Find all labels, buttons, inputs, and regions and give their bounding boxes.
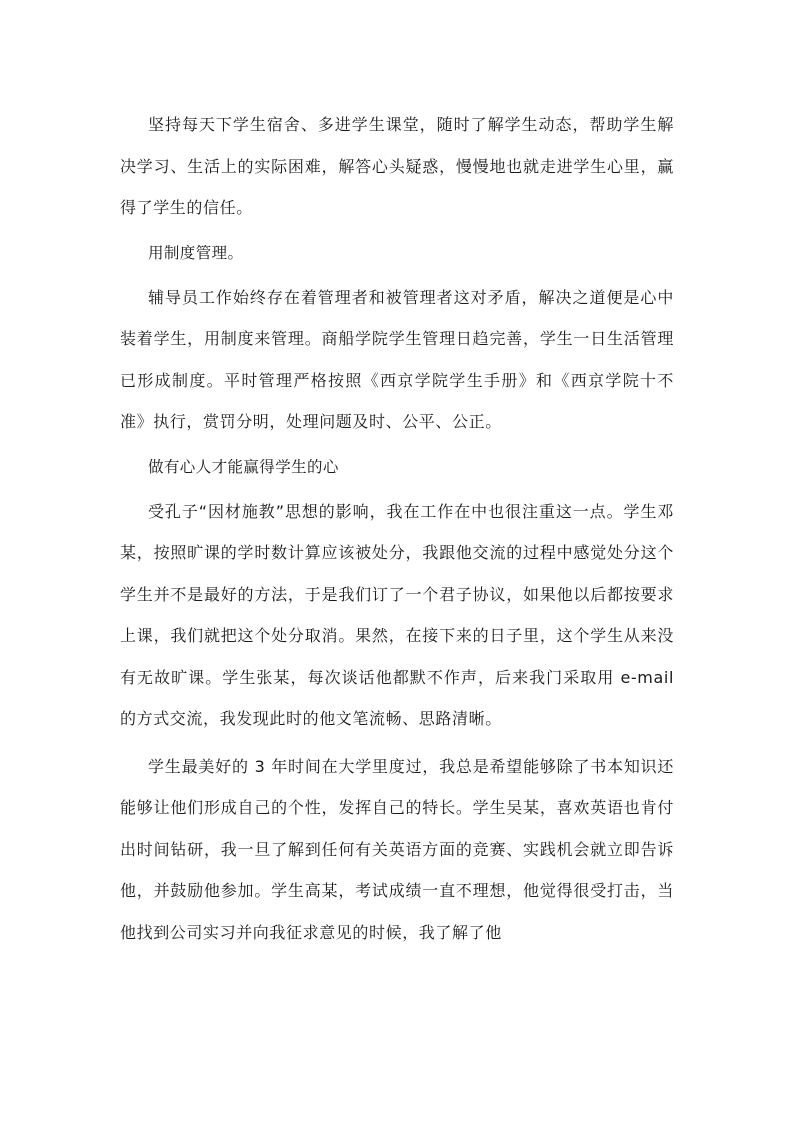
heading-manage-by-rules: 用制度管理。 — [148, 243, 244, 262]
heading-win-students-hearts: 做有心人才能赢得学生的心 — [148, 457, 339, 476]
paragraph-individual-teaching: 受孔子“因材施教”思想的影响，我在工作在中也很注重这一点。学生邓某，按照旷课的学时数计算应该被处分，我跟他交流的过程中感觉处分这个学生并不是最好的方法，于是我们订了一个君子协议，如果他以后都按要求上课，我们就把这个处分取消。果然，在接下来的日子里，这个学生从来没有无故旷课。学生张某，每次谈话他都默不作声，后来我门采取用 e-mail 的方式交流，我发现此时的他文笔流畅、思路清晰。 — [120, 501, 674, 728]
paragraph-rules-management: 辅导员工作始终存在着管理者和被管理者这对矛盾，解决之道便是心中装着学生，用制度来管理。商船学院学生管理日趋完善，学生一日生活管理已形成制度。平时管理严格按照《西京学院学生手册》和《西京学院十不准》执行，赏罚分明，处理问题及时、公平、公正。 — [120, 287, 674, 431]
paragraph-student-development: 学生最美好的 3 年时间在大学里度过，我总是希望能够除了书本知识还能够让他们形成自己的个性，发挥自己的特长。学生吴某，喜欢英语也肯付出时间钻研，我一旦了解到任何有关英语方面的竞赛、实践机会就立即告诉他，并鼓励他参加。学生高某，考试成绩一直不理想，他觉得很受打击，当他找到公司实习并向我征求意见的时候，我了解了他 — [120, 756, 674, 942]
paragraph-campus-visits: 坚持每天下学生宿舍、多进学生课堂，随时了解学生动态，帮助学生解决学习、生活上的实际困难，解答心头疑惑，慢慢地也就走进学生心里，赢得了学生的信任。 — [120, 115, 674, 217]
document-body — [120, 104, 674, 959]
